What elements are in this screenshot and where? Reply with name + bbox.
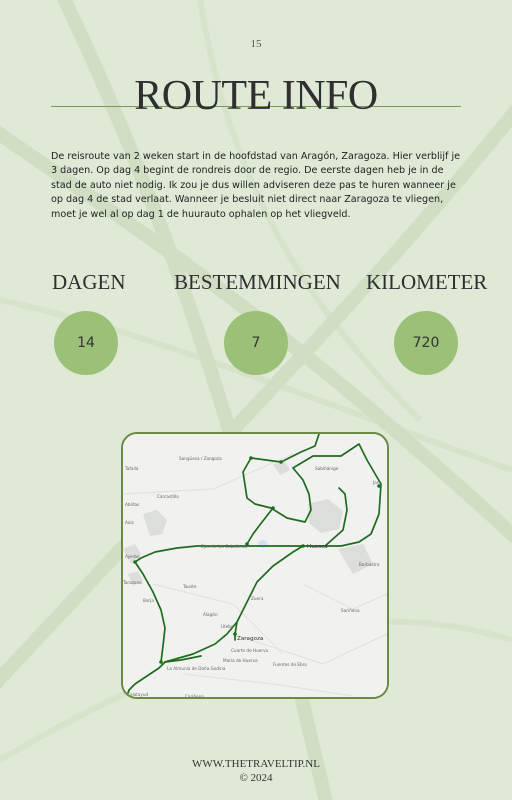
map-label-carinena: Cariñena [185,694,204,697]
map-label-fuentes: Fuentes de Ebro [273,662,307,667]
map-label-alagon: Alagón [203,612,218,617]
footer-website: WWW.THETRAVELTIP.NL [192,758,320,770]
stat-value-destinations: 7 [224,311,288,375]
stat-label-kilometers: KILOMETER [366,270,488,294]
map-label-cuarte: Cuarte de Huerva [231,648,269,653]
stat-label-days: DAGEN [52,270,126,294]
stat-value-days: 14 [54,311,118,375]
map-label-huesca: Huesca [307,544,328,550]
map-label-ablitas: Ablitas [125,502,140,507]
map-label-sabinanigo: Sabiñánigo [315,466,339,471]
map-label-sanguesa: Sangüesa / Zangoza [179,456,222,461]
map-label-aoiz: Aoiz [125,520,134,525]
footer-copyright: © 2024 [239,772,273,784]
map-label-zuera: Zuera [251,596,264,601]
map-label-utebo: Utebo [221,624,234,629]
map-label-sarinena: Sariñena [341,608,360,613]
intro-paragraph: De reisroute van 2 weken start in de hoofdstad van Aragón, Zaragoza. Hier verblijf je 3 dagen. Op dag 4 begint de rondreis door de regio. De eerste dagen heb je in de stad de auto niet nodig. Ik zou je dus willen adviseren deze pas te huren wanneer je op dag 4 de stad verlaat. Wanneer je besluit niet direct naar Zaragoza te vliegen, moet je wel al op dag 1 de huurauto ophalen op het vliegveld. [51,151,461,220]
map-label-calatayud: Calatayud [127,692,149,697]
stat-value-kilometers: 720 [394,311,458,375]
route-map [121,432,389,699]
map-label-tarazona: Tarazona [123,580,142,585]
map-label-borja: Borja [143,598,154,603]
map-label-barbastro: Barbastro [359,562,380,567]
map-label-almunia: La Almunia de Doña Godina [167,666,226,671]
map-label-ayerbe: Ayerbe [125,554,140,559]
map-label-zaragoza: Zaragoza [237,636,264,642]
map-label-carcastillo: Carcastillo [157,494,179,499]
map-label-maria: María de Huerva [223,658,258,663]
map-label-ejea: Ejea de los Caballeros [201,544,248,549]
stat-label-destinations: BESTEMMINGEN [174,270,341,294]
map-label-tafalla: Tafalla [125,466,139,471]
map-label-jaca: Jaca [373,480,382,485]
page-number: 15 [250,38,262,50]
map-label-tauste: Tauste [183,584,197,589]
page-title: ROUTE INFO [134,73,378,119]
